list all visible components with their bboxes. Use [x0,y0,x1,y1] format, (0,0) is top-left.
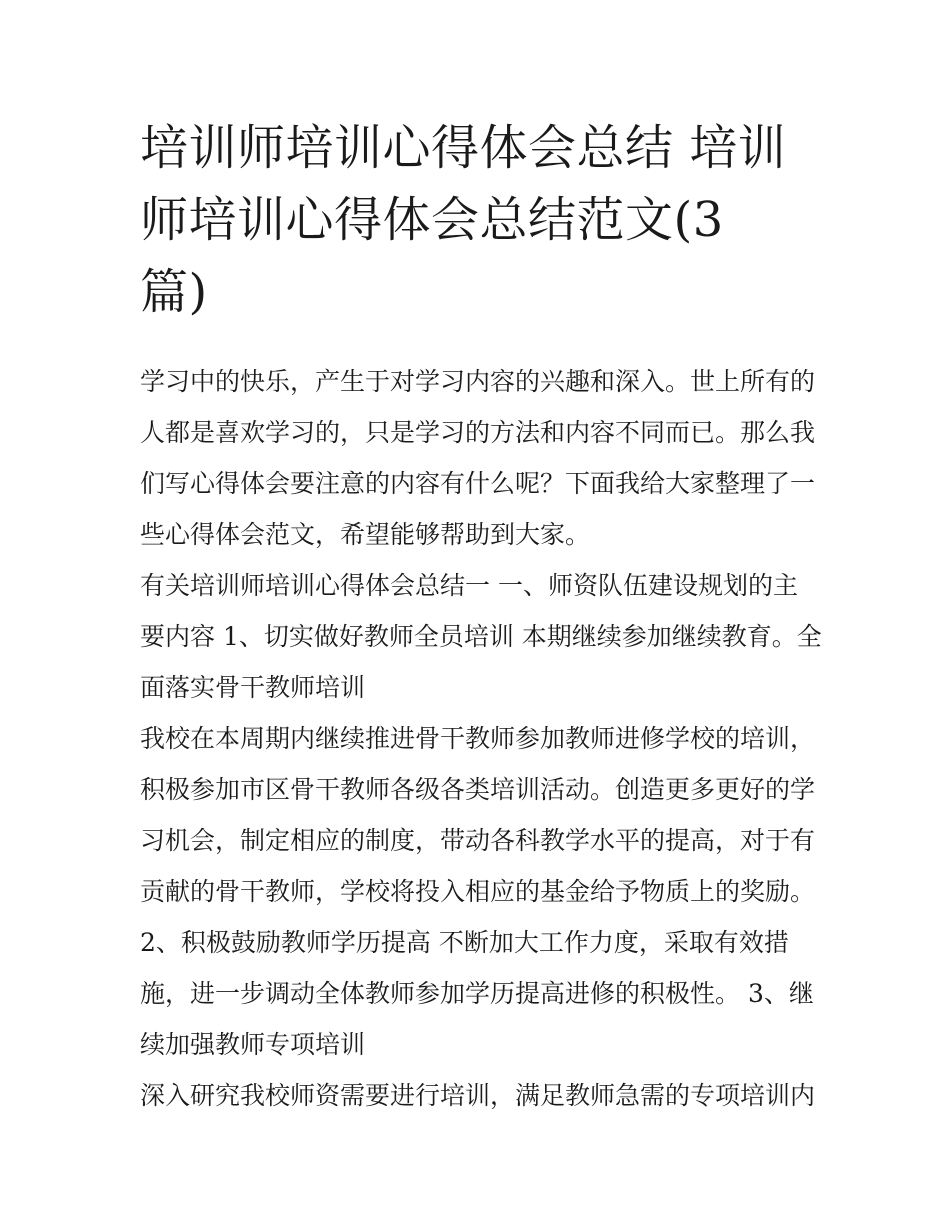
body-line: 2、积极鼓励教师学历提高 不断加大工作力度，采取有效措 [140,928,789,957]
document-title [140,112,820,328]
body-line: 有关培训师培训心得体会总结一 一、师资队伍建设规划的主 [140,571,798,600]
title-line-2: 师培训心得体会总结范文(3 [140,192,724,248]
body-line: 续加强教师专项培训 [140,1030,366,1059]
body-line: 些心得体会范文，希望能够帮助到大家。 [140,520,591,549]
title-line-3: 篇) [140,264,208,320]
body-line: 贡献的骨干教师，学校将投入相应的基金给予物质上的奖励。 [140,877,816,906]
body-line: 人都是喜欢学习的，只是学习的方法和内容不同而已。那么我 [140,418,816,447]
body-line: 学习中的快乐，产生于对学习内容的兴趣和深入。世上所有的 [140,367,816,396]
title-line-1: 培训师培训心得体会总结 培训 [140,120,787,176]
body-line: 习机会，制定相应的制度，带动各科教学水平的提高，对于有 [140,826,816,855]
body-line: 施，进一步调动全体教师参加学历提高进修的积极性。 3、继 [140,979,814,1008]
body-line: 积极参加市区骨干教师各级各类培训活动。创造更多更好的学 [140,775,816,804]
body-line: 面落实骨干教师培训 [140,673,366,702]
document-body [140,356,830,1121]
body-line: 我校在本周期内继续推进骨干教师参加教师进修学校的培训， [140,724,816,753]
body-line: 深入研究我校师资需要进行培训，满足教师急需的专项培训内 [140,1081,816,1110]
body-line: 们写心得体会要注意的内容有什么呢？下面我给大家整理了一 [140,469,816,498]
body-line: 要内容 1、切实做好教师全员培训 本期继续参加继续教育。全 [140,622,822,651]
